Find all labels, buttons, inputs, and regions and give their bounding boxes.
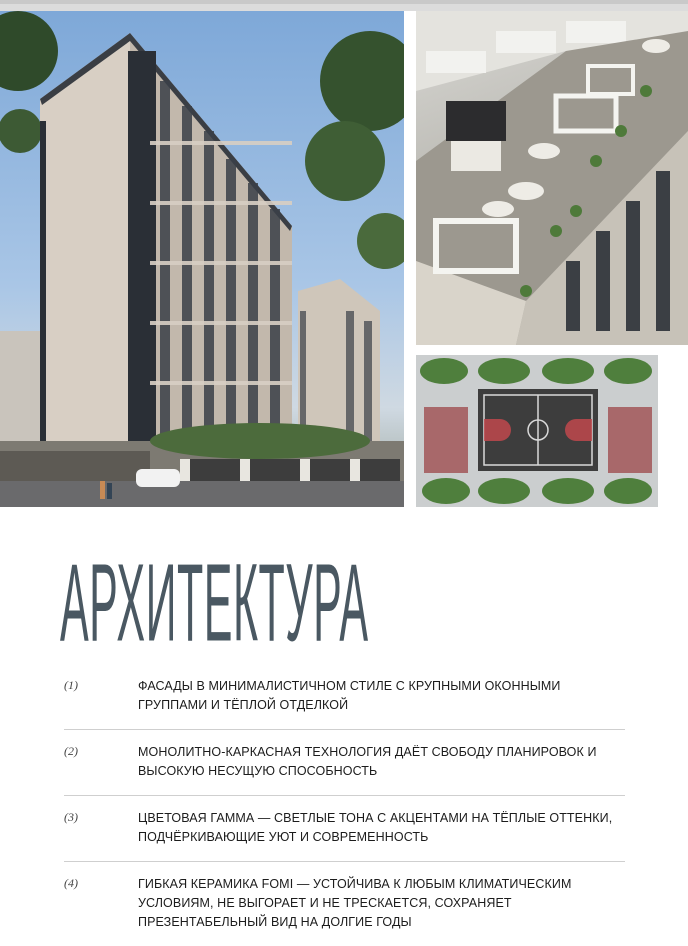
top-strip xyxy=(0,0,688,11)
list-item xyxy=(64,664,625,730)
item-number: (3) xyxy=(64,810,78,824)
sports-ground-plan-image xyxy=(416,355,658,507)
building-render-image xyxy=(0,11,404,507)
list-item xyxy=(64,796,625,862)
page-title: АРХИТЕКТУРА xyxy=(60,541,369,665)
item-number: (4) xyxy=(64,876,78,890)
item-text: МОНОЛИТНО-КАРКАСНАЯ ТЕХНОЛОГИЯ ДАЁТ СВОБОДУ ПЛАНИРОВОК И ВЫСОКУЮ НЕСУЩУЮ СПОСОБНОСТЬ xyxy=(138,745,597,778)
item-text: ЦВЕТОВАЯ ГАММА — СВЕТЛЫЕ ТОНА С АКЦЕНТАМИ НА ТЁПЛЫЕ ОТТЕНКИ, ПОДЧЁРКИВАЮЩИЕ УЮТ И СОВРЕМЕННОСТЬ xyxy=(138,811,613,844)
item-number: (2) xyxy=(64,744,78,758)
item-number: (1) xyxy=(64,678,78,692)
list-item xyxy=(64,730,625,796)
item-text: ГИБКАЯ КЕРАМИКА FOMI — УСТОЙЧИВА К ЛЮБЫМ КЛИМАТИЧЕСКИМ УСЛОВИЯМ, НЕ ВЫГОРАЕТ И НЕ ТРЕСКАЕТСЯ, СОХРАНЯЕТ ПРЕЗЕНТАБЕЛЬНЫЙ ВИД НА ДОЛГИЕ ГОДЫ xyxy=(138,877,572,929)
list-item xyxy=(64,862,625,946)
feature-list xyxy=(64,664,625,946)
item-text: ФАСАДЫ В МИНИМАЛИСТИЧНОМ СТИЛЕ С КРУПНЫМИ ОКОННЫМИ ГРУППАМИ И ТЁПЛОЙ ОТДЕЛКОЙ xyxy=(138,679,561,712)
rooftop-terrace-image xyxy=(416,11,688,345)
